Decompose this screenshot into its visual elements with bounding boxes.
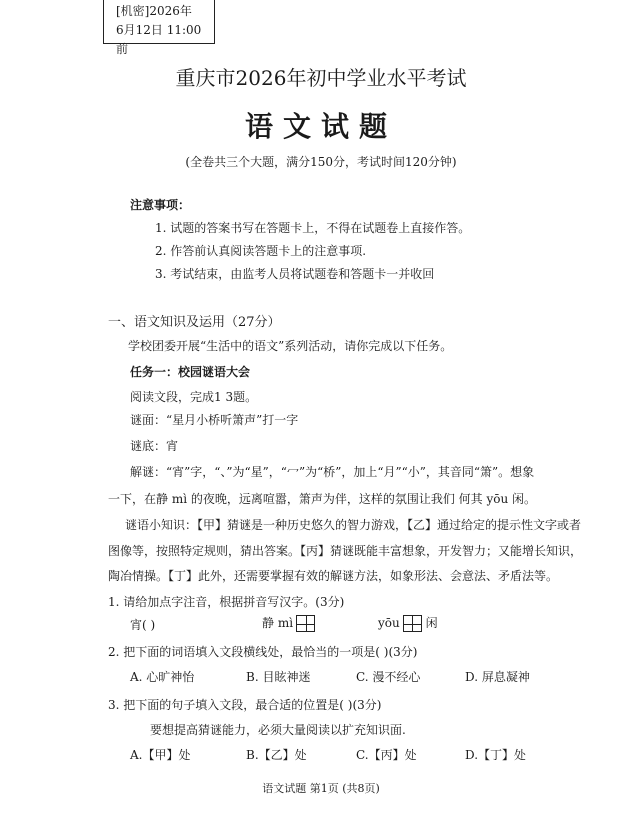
section-heading: 一、语文知识及运用（27分） <box>108 315 281 330</box>
task-heading: 任务一：校园谜语大会 <box>130 365 251 379</box>
note-item-1: 1. 试题的答案书写在答题卡上，不得在试题卷上直接作答。 <box>155 221 471 235</box>
question-1-part-b-label: 静 mì <box>262 616 294 630</box>
question-1-part-c-label: yōu <box>378 616 400 630</box>
knowledge-line-3: 陶冶情操。【丁】此外，还需要掌握有效的解谜方法，如象形法、会意法、矛盾法等。 <box>108 569 559 583</box>
exam-title: 重庆市2026年初中学业水平考试 <box>175 66 467 90</box>
answer-grid-box[interactable] <box>403 615 422 632</box>
question-3-option-a[interactable]: A.【甲】处 <box>130 748 191 762</box>
question-3-stem: 3. 把下面的句子填入文段，最合适的位置是( )(3分) <box>108 698 382 712</box>
knowledge-line-2: 图像等，按照特定规则，猜出答案。【丙】猜谜既能丰富想象，开发智力；又能增长知识， <box>108 544 583 558</box>
explain-line-1: 解谜：“宵”字，“、”为“星”，“冖”为“桥”，加上“月”“小”，其音同“箫”。想象 <box>130 465 535 479</box>
question-2-option-b[interactable]: B. 目眩神迷 <box>246 670 311 684</box>
note-item-2: 2. 作答前认真阅读答题卡上的注意事项. <box>155 244 367 258</box>
page-footer: 语文试题 第1页 (共8页) <box>262 782 380 795</box>
confidential-line-2: 6月12日 11:00前 <box>116 23 202 56</box>
note-item-3: 3. 考试结束，由监考人员将试题卷和答题卡一并收回 <box>155 267 435 281</box>
riddle-answer: 谜底：宵 <box>130 439 179 453</box>
question-2-option-a[interactable]: A. 心旷神怡 <box>130 670 195 684</box>
question-2-option-c[interactable]: C. 漫不经心 <box>356 670 421 684</box>
notes-heading: 注意事项： <box>130 198 191 212</box>
answer-grid-box[interactable] <box>296 615 315 632</box>
question-1-part-c <box>378 614 438 632</box>
confidential-box <box>103 0 215 56</box>
reading-instruction: 阅读文段，完成1 3题。 <box>130 390 258 404</box>
question-2-option-d[interactable]: D. 屏息凝神 <box>465 670 530 684</box>
riddle-text: 谜面：“星月小桥听箫声”打一字 <box>130 413 299 427</box>
subject-title: 语文试题 <box>244 110 397 143</box>
question-3-option-b[interactable]: B.【乙】处 <box>246 748 307 762</box>
question-2-stem: 2. 把下面的词语填入文段横线处，最恰当的一项是( )(3分) <box>108 645 418 659</box>
knowledge-line-1: 谜语小知识：【甲】猜谜是一种历史悠久的智力游戏，【乙】通过给定的提示性文字或者 <box>125 518 582 532</box>
section-intro: 学校团委开展“生活中的语文”系列活动，请你完成以下任务。 <box>128 339 453 353</box>
exam-info: (全卷共三个大题，满分150分，考试时间120分钟) <box>185 155 457 169</box>
question-1-part-b <box>262 614 315 632</box>
question-1-stem: 1. 请给加点字注音，根据拼音写汉字。(3分) <box>108 595 345 609</box>
explain-line-2: 一下，在静 mì 的夜晚，远离喧嚣，箫声为伴，这样的氛围让我们 何其 yōu 闲。 <box>108 492 537 506</box>
confidential-line-1: [机密]2026年 <box>116 4 192 18</box>
question-3-option-c[interactable]: C.【丙】处 <box>356 748 417 762</box>
question-3-sentence: 要想提高猜谜能力，必须大量阅读以扩充知识面. <box>150 723 406 737</box>
question-1-part-a: 宵( ) <box>130 618 156 632</box>
question-1-part-c-tail: 闲 <box>425 616 438 630</box>
question-3-option-d[interactable]: D.【丁】处 <box>465 748 527 762</box>
